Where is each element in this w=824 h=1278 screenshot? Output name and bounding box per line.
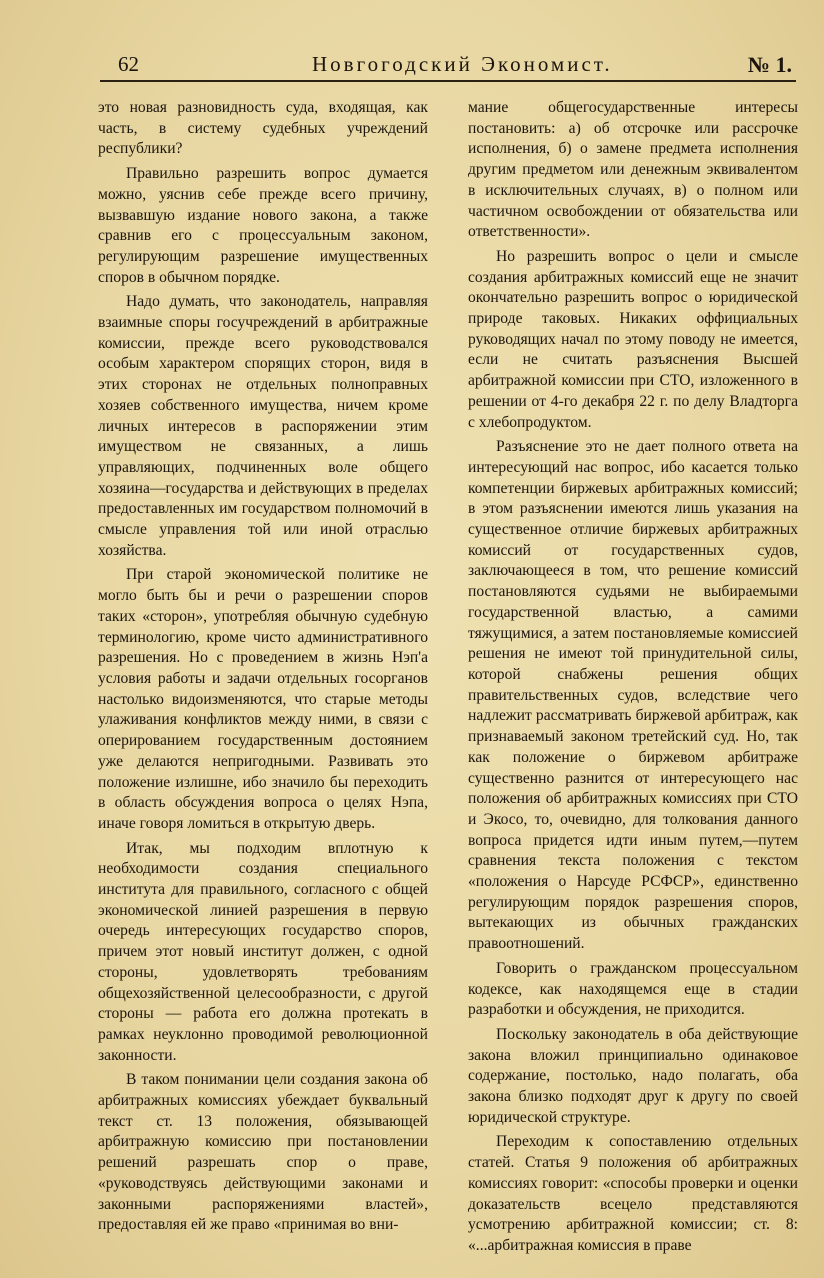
page-header xyxy=(100,50,796,82)
paragraph: При старой экономической политике не могло быть бы и речи о разрешении споров таких «сторон», употребляя обычную судебную терминологию, кроме чисто административного разрешения. Но с проведением в жизнь Нэп'а условия работы и задачи отдельных госорганов настолько видоизменяются, что старые методы улаживания конфликтов между ними, в связи с оперированием государственным достоянием уже делаются непригодными. Развивать это положение излишне, ибо значило бы переходить в область обсуждения вопроса о целях Нэпа, иначе говоря ломиться в открытую дверь. xyxy=(98,566,428,832)
paragraph: это новая разновидность суда, входящая, как часть, в систему судебных учреждений республики? xyxy=(98,99,428,158)
paragraph: Поскольку законодатель в оба действующие закона вложил принципиально одинаковое содержание, постолько, надо полагать, оба закона близко подходят друг к другу по своей юридической структуре. xyxy=(468,1025,798,1126)
issue-number: № 1. xyxy=(747,52,792,77)
paragraph: В таком понимании цели создания закона об арбитражных комиссиях убеждает буквальный текст ст. 13 положения, обязывающей арбитражную комиссию при постановлении решений разрешать спор о праве, «руководствуясь действующими законами и законными распоряжениями властей», предоставляя ей же право «принимая во вни- xyxy=(98,1071,428,1234)
paragraph: Разъяснение это не дает полного ответа на интересующий нас вопрос, ибо касается только компетенции биржевых арбитражных комиссий; в этом разъяснении имеются лишь указания на существенное отличие биржевых арбитражных комиссий от государственных судов, заключающееся в том, что решение комиссий постановляются судьями не выбираемыми государственной властью, а самими тяжущимися, а затем постановляемые комиссией решения не имеют той принудительной силы, которой снабжены решения общих правительственных судов, вследствие чего надлежит рассматривать биржевой арбитраж, как признаваемый законом третейский суд. Но, так как положение о биржевом арбитраже существенно разнится от интересующего нас положения об арбитражных комиссиях при СТО и Экосо, то, очевидно, для толкования данного вопроса придется идти иным путем,—путем сравнения текста положения с текстом «положения о Нарсуде РСФСР», единственно регулирующим порядок разрешения споров, вытекающих из обычных гражданских правоотношений. xyxy=(468,438,798,953)
paragraph: Итак, мы подходим вплотную к необходимости создания специального института для правильного, согласного с общей экономической линией разрешения в первую очередь интересующих государство споров, причем этот новый институт должен, с одной стороны, удовлетворять требованиям общехозяйственной целесообразности, с другой стороны — работа его должна протекать в рамках неуклонно проводимой революционной законности. xyxy=(98,839,428,1064)
left-column xyxy=(98,98,428,1236)
journal-title: Новгогодский Экономист. xyxy=(312,52,613,76)
paragraph: Надо думать, что законодатель, направляя взаимные споры госучреждений в арбитражные комиссии, прежде всего руководствовался особым характером спорящих сторон, видя в этих сторонах не отдельных полноправных хозяев собственного имущества, ничем кроме личных интересов в распоряжении этим имуществом не связанных, а лишь управляющих, подчиненных воле общего хозяина—государства и действующих в пределах предоставленных им государством полномочий в смысле управления той или иной отраслью хозяйства. xyxy=(98,293,428,559)
paragraph: Правильно разрешить вопрос думается можно, уяснив себе прежде всего причину, вызвавшую издание нового закона, а также сравнив его с процессуальным законом, регулирующим разрешение имущественных споров в обычном порядке. xyxy=(98,165,428,286)
paragraph: Переходим к сопоставлению отдельных статей. Статья 9 положения об арбитражных комиссиях говорит: «способы проверки и оценки доказательств всецело представляются усмотрению арбитражной комиссии; ст. 8: «...арбитражная комиссия в праве xyxy=(468,1133,798,1254)
right-column xyxy=(468,98,798,1257)
paragraph: Но разрешить вопрос о цели и смысле создания арбитражных комиссий еще не значит окончательно разрешить вопрос о юридической природе таковых. Никаких оффициальных руководящих начал по этому поводу не имеется, если не считать разъяснения Высшей арбитражной комиссии при СТО, изложенного в решении от 4-го декабря 22 г. по делу Владторга с хлебопродуктом. xyxy=(468,247,798,431)
page-number: 62 xyxy=(118,52,139,76)
paragraph: Говорить о гражданском процессуальном кодексе, как находящемся еще в стадии разработки и обсуждения, не приходится. xyxy=(468,959,798,1019)
paragraph: мание общегосударственные интересы постановить: а) об отсрочке или рассрочке исполнения, б) о замене предмета исполнения другим предметом или денежным эквивалентом в исключительных случаях, в) о полном или частичном освобождении от обязательства или ответственности». xyxy=(468,99,798,241)
